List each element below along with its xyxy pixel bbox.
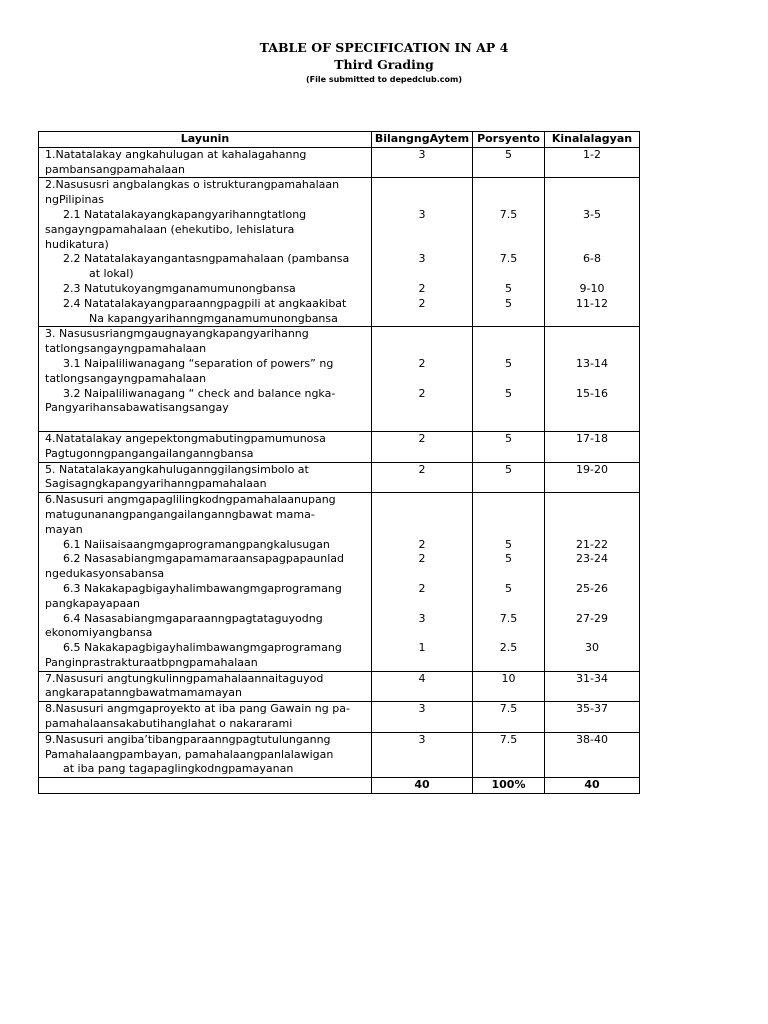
percent-value: 5 bbox=[505, 386, 512, 400]
objective-text: Pagtugonngpangangailanganngbansa bbox=[45, 446, 254, 460]
header-layunin: Layunin bbox=[39, 132, 372, 148]
items-value: 3 bbox=[418, 207, 426, 221]
sub-objective-text: 2.4 Natatalakayangparaanngpagpili at angkaakibat bbox=[63, 296, 347, 310]
percent-cell bbox=[473, 671, 545, 702]
objective-cell bbox=[39, 462, 372, 493]
percent-value: 5 bbox=[505, 296, 512, 310]
objective-text: 7.Nasusuri angtungkulinngpamahalaannaitaguyod bbox=[45, 671, 324, 685]
objective-text: 9.Nasusuri angiba’tibangparaanngpagtutulunganng bbox=[45, 732, 331, 746]
sub-objective-text: pangkapayapaan bbox=[45, 596, 141, 610]
percent-cell bbox=[473, 147, 545, 178]
header-kinalalagyan: Kinalalagyan bbox=[545, 132, 640, 148]
location-cell bbox=[545, 327, 640, 432]
sub-objective-text: 6.5 Nakakapagbigayhalimbawangmgaprogramang bbox=[63, 641, 342, 655]
location-value: 19-20 bbox=[576, 462, 608, 476]
location-cell bbox=[545, 431, 640, 462]
objective-text: tatlongsangayngpamahalaan bbox=[45, 342, 207, 356]
total-label-cell bbox=[39, 778, 372, 794]
items-cell bbox=[372, 178, 473, 327]
location-cell bbox=[545, 671, 640, 702]
table-row bbox=[39, 462, 640, 493]
sub-objective-text: 2.1 Natatalakayangkapangyarihanngtatlong bbox=[63, 207, 307, 221]
percent-value: 2.5 bbox=[499, 641, 518, 655]
location-value: 27-29 bbox=[576, 611, 608, 625]
percent-value: 7.5 bbox=[499, 611, 518, 625]
objective-cell bbox=[39, 327, 372, 432]
location-value: 15-16 bbox=[576, 386, 608, 400]
table-header-row bbox=[39, 132, 640, 148]
percent-cell bbox=[473, 178, 545, 327]
percent-value: 7.5 bbox=[499, 207, 518, 221]
objective-text: 3. Nasususriangmgaugnayangkapangyarihanng bbox=[45, 327, 309, 341]
sub-objective-text: 6.3 Nakakapagbigayhalimbawangmgaprogramang bbox=[63, 581, 342, 595]
percent-value: 7.5 bbox=[499, 252, 518, 266]
total-row bbox=[39, 778, 640, 794]
sub-objective-text: sangayngpamahalaan (ehekutibo, lehislatura bbox=[45, 222, 295, 236]
items-cell bbox=[372, 462, 473, 493]
objective-cell bbox=[39, 147, 372, 178]
total-items: 40 bbox=[372, 778, 473, 794]
objective-cell bbox=[39, 431, 372, 462]
location-value: 17-18 bbox=[576, 431, 608, 445]
location-cell bbox=[545, 462, 640, 493]
percent-value: 5 bbox=[505, 281, 512, 295]
location-value: 31-34 bbox=[576, 671, 608, 685]
sub-objective-text: 2.3 Natutukoyangmganamumunongbansa bbox=[63, 281, 296, 295]
percent-cell bbox=[473, 702, 545, 733]
header-bilang-ng-aytem: BilangngAytem bbox=[372, 132, 473, 148]
objective-text: mayan bbox=[45, 522, 83, 536]
sub-objective-text: 3.1 Naipaliliwanagang “separation of powers” ng bbox=[63, 356, 334, 370]
items-value: 2 bbox=[418, 386, 426, 400]
items-cell bbox=[372, 147, 473, 178]
objective-text: 2.Nasususri angbalangkas o istrukturangpamahalaan bbox=[45, 178, 340, 192]
objective-text: Pamahalaangpambayan, pamahalaangpanlalawigan bbox=[45, 747, 334, 761]
items-cell bbox=[372, 327, 473, 432]
objective-text: pambansangpamahalaan bbox=[45, 162, 185, 176]
items-cell bbox=[372, 671, 473, 702]
table-row bbox=[39, 327, 640, 432]
location-value: 1-2 bbox=[583, 147, 601, 161]
percent-cell bbox=[473, 327, 545, 432]
items-value: 2 bbox=[418, 537, 426, 551]
items-value: 2 bbox=[418, 431, 426, 445]
location-value: 30 bbox=[585, 641, 599, 655]
percent-value: 5 bbox=[505, 147, 512, 161]
location-value: 21-22 bbox=[576, 537, 608, 551]
sub-objective-text: 2.2 Natatalakayangantasngpamahalaan (pambansa bbox=[63, 252, 350, 266]
location-cell bbox=[545, 493, 640, 672]
location-value: 9-10 bbox=[579, 281, 605, 295]
percent-cell bbox=[473, 462, 545, 493]
objective-cell bbox=[39, 178, 372, 327]
sub-objective-text: 6.2 Nasasabiangmgapamamaraansapagpapaunlad bbox=[63, 552, 345, 566]
location-value: 38-40 bbox=[576, 732, 608, 746]
sub-objective-text: 6.1 Naiisaisaangmgaprogramangpangkalusugan bbox=[63, 537, 330, 551]
objective-text: Sagisagngkapangyarihanngpamahalaan bbox=[45, 477, 267, 491]
sub-objective-text: tatlongsangayngpamahalaan bbox=[45, 371, 207, 385]
objective-text: pamahalaansakabutihanglahat o nakararami bbox=[45, 717, 293, 731]
percent-value: 5 bbox=[505, 581, 512, 595]
items-value: 3 bbox=[418, 702, 426, 716]
items-value: 2 bbox=[418, 296, 426, 310]
items-value: 3 bbox=[418, 611, 426, 625]
objective-cell bbox=[39, 732, 372, 777]
objective-text: angkarapatanngbawatmamamayan bbox=[45, 686, 242, 700]
percent-value: 7.5 bbox=[499, 732, 518, 746]
items-value: 1 bbox=[418, 641, 426, 655]
table-row bbox=[39, 493, 640, 672]
location-value: 35-37 bbox=[576, 702, 608, 716]
percent-value: 5 bbox=[505, 431, 512, 445]
table-row bbox=[39, 702, 640, 733]
sub-objective-text: 6.4 Nasasabiangmgaparaanngpagtataguyodng bbox=[63, 611, 323, 625]
percent-value: 7.5 bbox=[499, 702, 518, 716]
location-cell bbox=[545, 147, 640, 178]
location-cell bbox=[545, 178, 640, 327]
location-value: 23-24 bbox=[576, 552, 608, 566]
percent-cell bbox=[473, 732, 545, 777]
sub-objective-text: Panginprastrakturaatbpngpamahalaan bbox=[45, 655, 258, 669]
document-title: TABLE OF SPECIFICATION IN AP 4 bbox=[259, 40, 509, 55]
percent-value: 5 bbox=[505, 462, 512, 476]
items-cell bbox=[372, 493, 473, 672]
sub-objective-text: ngedukasyonsabansa bbox=[45, 567, 165, 581]
sub-objective-text: 3.2 Naipaliliwanagang “ check and balance ngka- bbox=[63, 386, 336, 400]
location-cell bbox=[545, 702, 640, 733]
specification-table bbox=[38, 131, 640, 794]
objective-text: 6.Nasusuri angmgapaglilingkodngpamahalaanupang bbox=[45, 493, 336, 507]
percent-cell bbox=[473, 493, 545, 672]
objective-text: 8.Nasusuri angmgaproyekto at iba pang Gawain ng pa- bbox=[45, 702, 350, 716]
location-value: 25-26 bbox=[576, 581, 608, 595]
objective-cell bbox=[39, 493, 372, 672]
items-value: 2 bbox=[418, 462, 426, 476]
percent-cell bbox=[473, 431, 545, 462]
items-value: 4 bbox=[418, 671, 426, 685]
objective-text: 5. Natatalakayangkahulugannggilangsimbolo at bbox=[45, 462, 309, 476]
items-value: 2 bbox=[418, 552, 426, 566]
objective-text: 4.Natatalakay angepektongmabutingpamumunosa bbox=[45, 431, 326, 445]
location-value: 6-8 bbox=[583, 252, 601, 266]
items-value: 3 bbox=[418, 732, 426, 746]
objective-text: ngPilipinas bbox=[45, 193, 104, 207]
objective-text: at iba pang tagapaglingkodngpamayanan bbox=[63, 762, 294, 776]
table-row bbox=[39, 732, 640, 777]
items-value: 3 bbox=[418, 252, 426, 266]
percent-value: 5 bbox=[505, 552, 512, 566]
sub-objective-text: at lokal) bbox=[89, 267, 134, 281]
items-cell bbox=[372, 702, 473, 733]
percent-value: 5 bbox=[505, 537, 512, 551]
items-cell bbox=[372, 732, 473, 777]
table-row bbox=[39, 178, 640, 327]
items-value: 3 bbox=[418, 147, 426, 161]
objective-text: 1.Natatalakay angkahulugan at kahalagahanng bbox=[45, 147, 307, 161]
items-value: 2 bbox=[418, 281, 426, 295]
source-note: (File submitted to depedclub.com) bbox=[306, 75, 462, 84]
location-value: 13-14 bbox=[576, 356, 608, 370]
table-row bbox=[39, 431, 640, 462]
location-value: 11-12 bbox=[576, 296, 608, 310]
sub-objective-text: hudikatura) bbox=[45, 237, 109, 251]
total-percent: 100% bbox=[473, 778, 545, 794]
objective-cell bbox=[39, 671, 372, 702]
objective-text: matugunanangpangangailanganngbawat mama- bbox=[45, 507, 315, 521]
sub-objective-text: Pangyarihansabawatisangsangay bbox=[45, 401, 229, 415]
header-porsyento: Porsyento bbox=[473, 132, 545, 148]
location-value: 3-5 bbox=[583, 207, 601, 221]
items-cell bbox=[372, 431, 473, 462]
location-cell bbox=[545, 732, 640, 777]
total-location: 40 bbox=[545, 778, 640, 794]
document-subtitle: Third Grading bbox=[334, 57, 434, 72]
percent-value: 5 bbox=[505, 356, 512, 370]
objective-cell bbox=[39, 702, 372, 733]
percent-value: 10 bbox=[501, 671, 516, 685]
items-value: 2 bbox=[418, 356, 426, 370]
table-row bbox=[39, 147, 640, 178]
items-value: 2 bbox=[418, 581, 426, 595]
table-row bbox=[39, 671, 640, 702]
sub-objective-text: Na kapangyarihanngmganamumunongbansa bbox=[89, 311, 338, 325]
sub-objective-text: ekonomiyangbansa bbox=[45, 626, 153, 640]
